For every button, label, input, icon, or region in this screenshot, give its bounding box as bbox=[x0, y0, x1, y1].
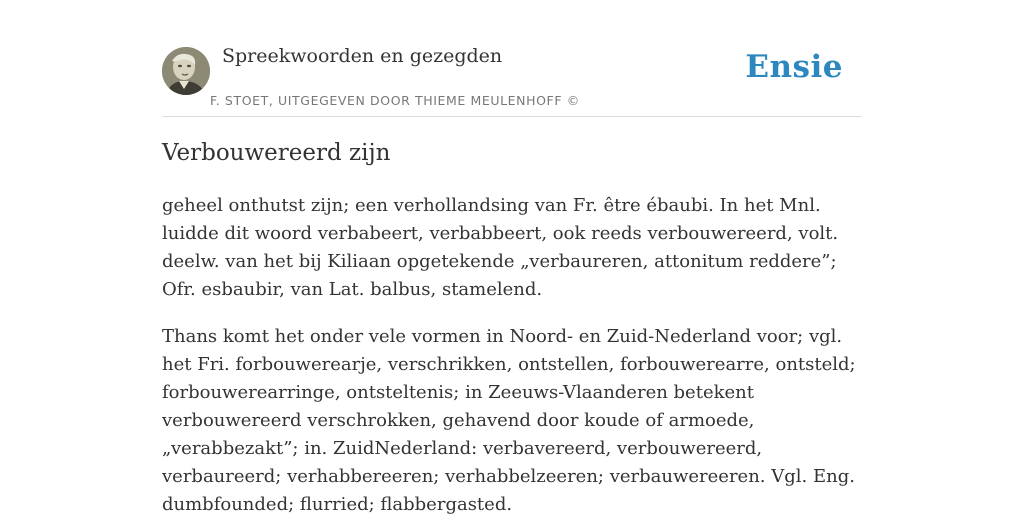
entry-paragraph: Thans komt het onder vele vormen in Noord- en Zuid-Nederland voor; vgl. het Fri. forbouwerearje, verschrikken, ontstellen, forbouwerearre, ontsteld; forbouwerearringe, ontsteltenis; in Zeeuws-Vlaanderen betekent verbouwereerd verschrokken, gehavend door koude of armoede, „verabbezakt”; in. ZuidNederland: verbavereerd, verbouwereerd, verbaureerd; verhabbereeren; verhabbelzeeren; verbauwereeren. Vgl. Eng. dumbfounded; flurried; flabbergasted. bbox=[162, 326, 856, 515]
book-title-link[interactable]: Spreekwoorden en gezegden bbox=[222, 45, 503, 67]
entry-title: Verbouwereerd zijn bbox=[162, 140, 391, 166]
article-container bbox=[162, 0, 862, 515]
author-portrait-icon[interactable] bbox=[162, 47, 210, 95]
page-header bbox=[162, 0, 862, 117]
publisher-credit: F. STOET, UITGEGEVEN DOOR THIEME MEULENHOFF © bbox=[210, 93, 580, 108]
ensie-logo-link[interactable]: Ensie bbox=[745, 49, 843, 85]
entry-paragraph: geheel onthutst zijn; een verhollandsing van Fr. être ébaubi. In het Mnl. luidde dit woord verbabeert, verbabbeert, ook reeds verbouwereerd, volt. deelw. van het bij Kiliaan opgetekende „verbaureren, attonitum reddere”; Ofr. esbaubir, van Lat. balbus, stamelend. bbox=[162, 195, 839, 300]
